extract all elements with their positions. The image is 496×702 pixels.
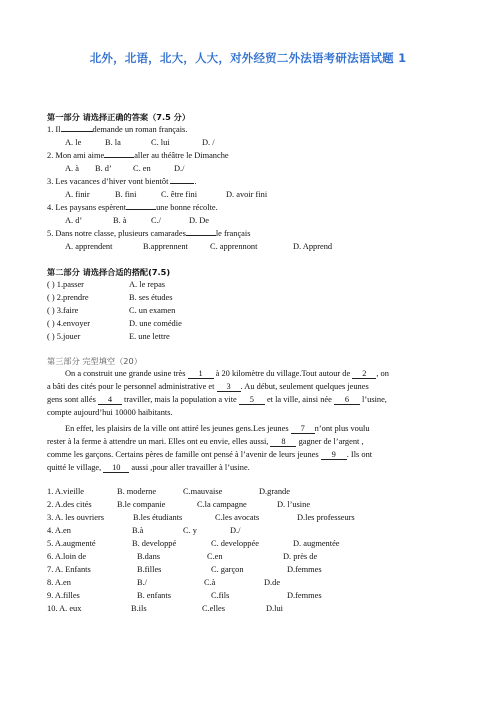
option[interactable]: 2. A.des cités <box>47 500 92 509</box>
option[interactable]: D. / <box>202 138 215 147</box>
option[interactable]: D. l’usine <box>277 500 311 509</box>
option[interactable]: C. en <box>133 164 151 173</box>
option[interactable]: 5. A.augmenté <box>47 539 96 548</box>
option[interactable]: D. augmentée <box>293 539 340 548</box>
option[interactable]: B.dans <box>137 552 161 561</box>
option[interactable]: B.les étudiants <box>133 513 183 522</box>
match-left[interactable]: ( ) 1.passer <box>47 280 84 289</box>
option[interactable]: D.femmes <box>287 591 322 600</box>
option[interactable]: D.grande <box>259 487 290 496</box>
option[interactable]: A. le <box>65 138 82 147</box>
option[interactable]: C.la campagne <box>197 500 247 509</box>
option[interactable]: B. moderne <box>117 487 157 496</box>
blank[interactable]: 8 <box>270 437 296 447</box>
match-right: A. le repas <box>129 280 166 289</box>
option[interactable]: D.de <box>264 578 281 587</box>
option[interactable]: C. developpée <box>211 539 259 548</box>
option[interactable]: C.les avocats <box>215 513 260 522</box>
option[interactable]: B.ils <box>131 604 147 613</box>
option[interactable]: B. enfants <box>137 591 171 600</box>
option[interactable]: C. y <box>183 526 197 535</box>
option[interactable]: D.femmes <box>287 565 322 574</box>
option[interactable]: D./ <box>230 526 241 535</box>
question-4-stem: 4. Les paysans espèrent une bonne récolte. <box>47 203 218 212</box>
option[interactable]: A. d’ <box>65 216 83 225</box>
option[interactable]: C./ <box>151 216 162 225</box>
option[interactable]: B. la <box>105 138 121 147</box>
option[interactable]: A. à <box>65 164 79 173</box>
option[interactable]: C.mauvaise <box>183 487 223 496</box>
option[interactable]: C.fils <box>211 591 230 600</box>
option[interactable]: C. lui <box>151 138 170 147</box>
option[interactable]: C. être fini <box>161 190 198 199</box>
option[interactable]: A. finir <box>65 190 90 199</box>
passage-line: En effet, les plaisirs de la ville ont attiré les jeunes gens.Les jeunes 7 n’ont plus voulu <box>65 424 370 433</box>
passage-line: a bâti des cités pour le personnel administrative et 3 . Au début, seulement quelques jeunes <box>47 382 369 391</box>
option[interactable]: 10. A. eux <box>47 604 82 613</box>
option[interactable]: 4. A.en <box>47 526 71 535</box>
option[interactable]: D.lui <box>266 604 283 613</box>
option[interactable]: B. developpé <box>132 539 177 548</box>
option[interactable]: 6. A.loin de <box>47 552 87 561</box>
option[interactable]: B.filles <box>137 565 162 574</box>
option[interactable]: C. garçon <box>211 565 244 574</box>
match-right: B. ses études <box>129 293 173 302</box>
option[interactable]: B.apprennent <box>143 242 188 251</box>
option[interactable]: D. avoir fini <box>226 190 268 199</box>
option[interactable]: B. à <box>113 216 127 225</box>
blank[interactable]: 1 <box>188 369 214 379</box>
question-5-stem: 5. Dans notre classe, plusieurs camarades le français <box>47 229 251 238</box>
option[interactable]: 8. A.en <box>47 578 71 587</box>
option[interactable]: D. près de <box>283 552 318 561</box>
part3-heading: 第三部分 完型填空（20） <box>47 356 142 366</box>
option[interactable]: D. De <box>189 216 210 225</box>
option[interactable]: B. d’ <box>95 164 112 173</box>
option[interactable]: 9. A.filles <box>47 591 80 600</box>
blank[interactable]: 4 <box>98 395 122 405</box>
part1-heading: 第一部分 请选择正确的答案（7.5 分） <box>47 112 191 122</box>
option[interactable]: B.le companie <box>117 500 166 509</box>
match-left[interactable]: ( ) 5.jouer <box>47 332 81 341</box>
blank[interactable]: 6 <box>334 395 360 405</box>
question-3-stem: 3. Les vacances d’hiver vont bientôt . <box>47 177 197 186</box>
question-2-stem: 2. Mon ami aime aller au théâtre le Dimanche <box>47 151 229 160</box>
option[interactable]: 3. A. les ouvriers <box>47 513 104 522</box>
passage-line: quitté le village, 10 aussi ,pour aller travailler à l’usine. <box>47 463 250 472</box>
option[interactable]: C. apprennont <box>210 242 258 251</box>
option[interactable]: B./ <box>137 578 148 587</box>
blank[interactable]: 3 <box>217 382 241 392</box>
match-right: D. une comédie <box>129 319 182 328</box>
option[interactable]: A. apprendent <box>65 242 113 251</box>
blank[interactable]: 10 <box>103 463 129 473</box>
match-left[interactable]: ( ) 3.faire <box>47 306 79 315</box>
option[interactable]: B. fini <box>115 190 137 199</box>
blank[interactable]: 7 <box>291 424 315 434</box>
option[interactable]: C.elles <box>202 604 226 613</box>
option[interactable]: C.en <box>207 552 223 561</box>
blank[interactable]: 2 <box>352 369 376 379</box>
option[interactable]: D. Apprend <box>293 242 333 251</box>
match-right: E. une lettre <box>129 332 170 341</box>
page-title: 北外，北语，北大，人大，对外经贸二外法语考研法语试题 1 <box>89 51 407 65</box>
option[interactable]: 1. A.vieille <box>47 487 84 496</box>
question-1-stem: 1. Il demande un roman français. <box>47 125 188 134</box>
option[interactable]: B.à <box>132 526 144 535</box>
passage-line: comme les garçons. Certains pères de famille ont pensé à l’avenir de leurs jeunes 9 . Ils ont <box>47 450 373 459</box>
passage-line: gens sont allés 4 traviller, mais la population a vite 5 et la ville, ainsi née 6 l’usine, <box>47 395 387 404</box>
match-right: C. un examen <box>129 306 176 315</box>
option[interactable]: 7. A. Enfants <box>47 565 91 574</box>
passage-line: On a construit une grande usine très 1 à 20 kilomètre du village.Tout autour de 2 , on <box>65 369 389 378</box>
passage-line: compte aujourd’hui 10000 haibitants. <box>47 408 173 417</box>
option[interactable]: C.à <box>204 578 216 587</box>
blank[interactable]: 5 <box>239 395 265 405</box>
match-left[interactable]: ( ) 4.envoyer <box>47 319 91 328</box>
option[interactable]: D.les professeurs <box>297 513 355 522</box>
option[interactable]: D./ <box>174 164 185 173</box>
part2-heading: 第二部分 请选择合适的搭配(7.5) <box>47 267 171 277</box>
blank[interactable]: 9 <box>321 450 347 460</box>
passage-line: rester à la ferme à attendre un mari. Elles ont eu envie, elles aussi, 8 gagner de l’argent , <box>47 437 364 446</box>
match-left[interactable]: ( ) 2.prendre <box>47 293 89 302</box>
